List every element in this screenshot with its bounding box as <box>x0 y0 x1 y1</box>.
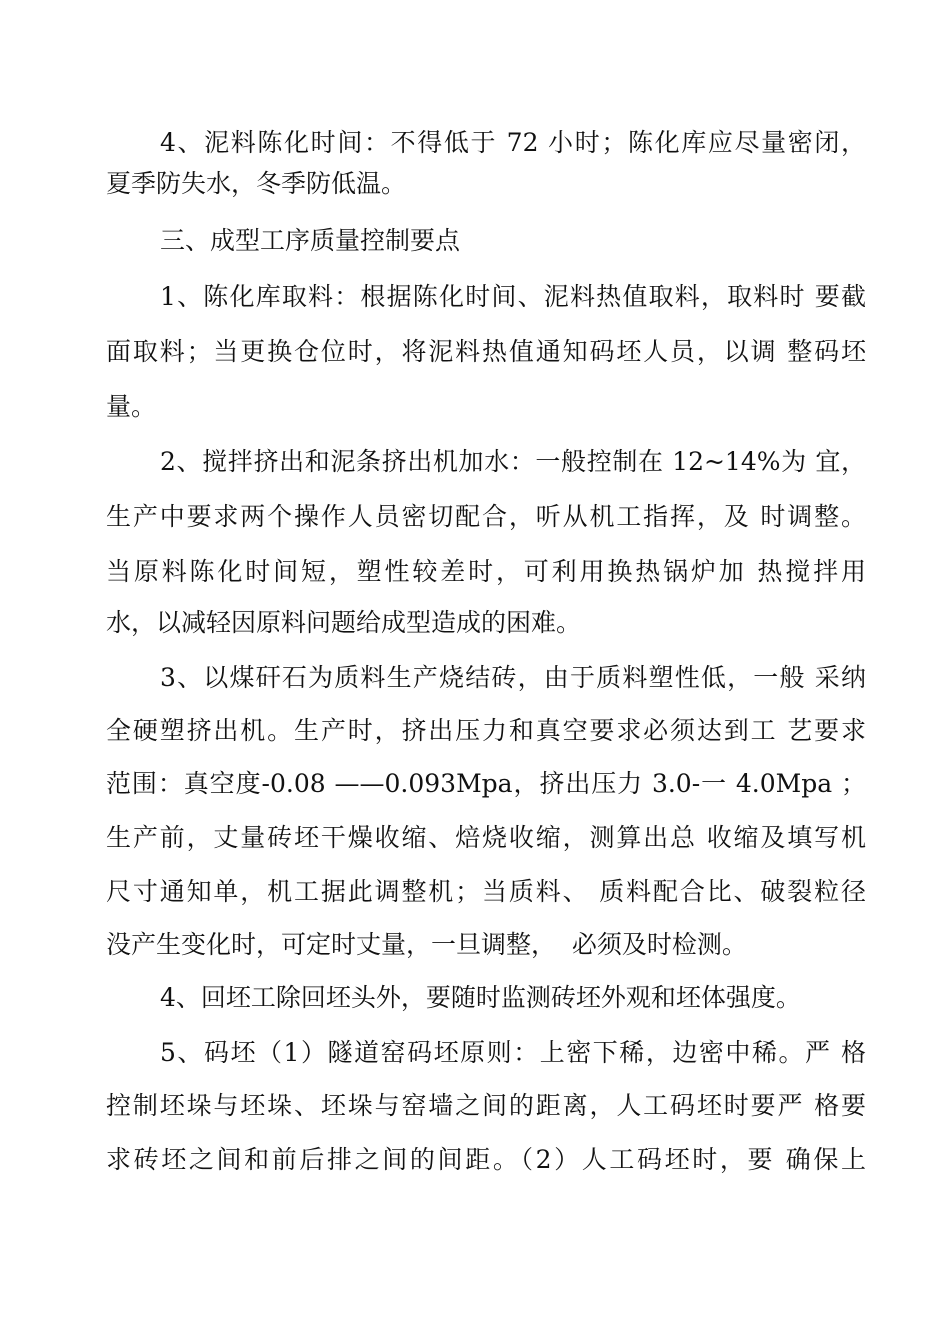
text-line: 1、陈化库取料：根据陈化时间、泥料热值取料，取料时 要截 <box>160 282 866 311</box>
text-line: 当原料陈化时间短，塑性较差时，可利用换热锅炉加 热搅拌用 <box>106 557 866 586</box>
text-line: 2、搅拌挤出和泥条挤出机加水：一般控制在 12~14%为 宜， <box>160 447 866 476</box>
text-line: 水，以减轻因原料问题给成型造成的困难。 <box>106 608 582 637</box>
text-line: 范围：真空度-0.08 ——0.093Mpa，挤出压力 3.0-一 4.0Mpa ； <box>106 769 866 798</box>
section-heading: 三、成型工序质量控制要点 <box>160 226 461 255</box>
text-line: 求砖坯之间和前后排之间的间距。（2）人工码坯时，要 确保上 <box>106 1145 866 1174</box>
text-line: 4、回坯工除回坯头外，要随时监测砖坯外观和坯体强度。 <box>160 983 801 1012</box>
text-line: 量。 <box>106 392 157 421</box>
text-line: 全硬塑挤出机。生产时，挤出压力和真空要求必须达到工 艺要求 <box>106 716 866 745</box>
text-line: 面取料；当更换仓位时，将泥料热值通知码坯人员，以调 整码坯 <box>106 337 866 366</box>
text-line: 生产前，丈量砖坯干燥收缩、焙烧收缩，测算出总 收缩及填写机 <box>106 823 866 852</box>
text-line: 控制坯垛与坯垛、坯垛与窑墙之间的距离，人工码坯时要严 格要 <box>106 1091 866 1120</box>
text-line: 尺寸通知单，机工据此调整机；当质料、 质料配合比、破裂粒径 <box>106 877 866 906</box>
text-line: 夏季防失水，冬季防低温。 <box>106 169 407 198</box>
text-line: 3、以煤矸石为质料生产烧结砖，由于质料塑性低，一般 采纳 <box>160 663 866 692</box>
text-line: 生产中要求两个操作人员密切配合，听从机工指挥，及 时调整。 <box>106 502 866 531</box>
text-line: 4、泥料陈化时间：不得低于 72 小时；陈化库应尽量密闭， <box>160 128 866 157</box>
text-line: 没产生变化时，可定时丈量，一旦调整， 必须及时检测。 <box>106 930 747 959</box>
text-line: 5、码坯（1）隧道窑码坯原则：上密下稀，边密中稀。严 格 <box>160 1038 866 1067</box>
